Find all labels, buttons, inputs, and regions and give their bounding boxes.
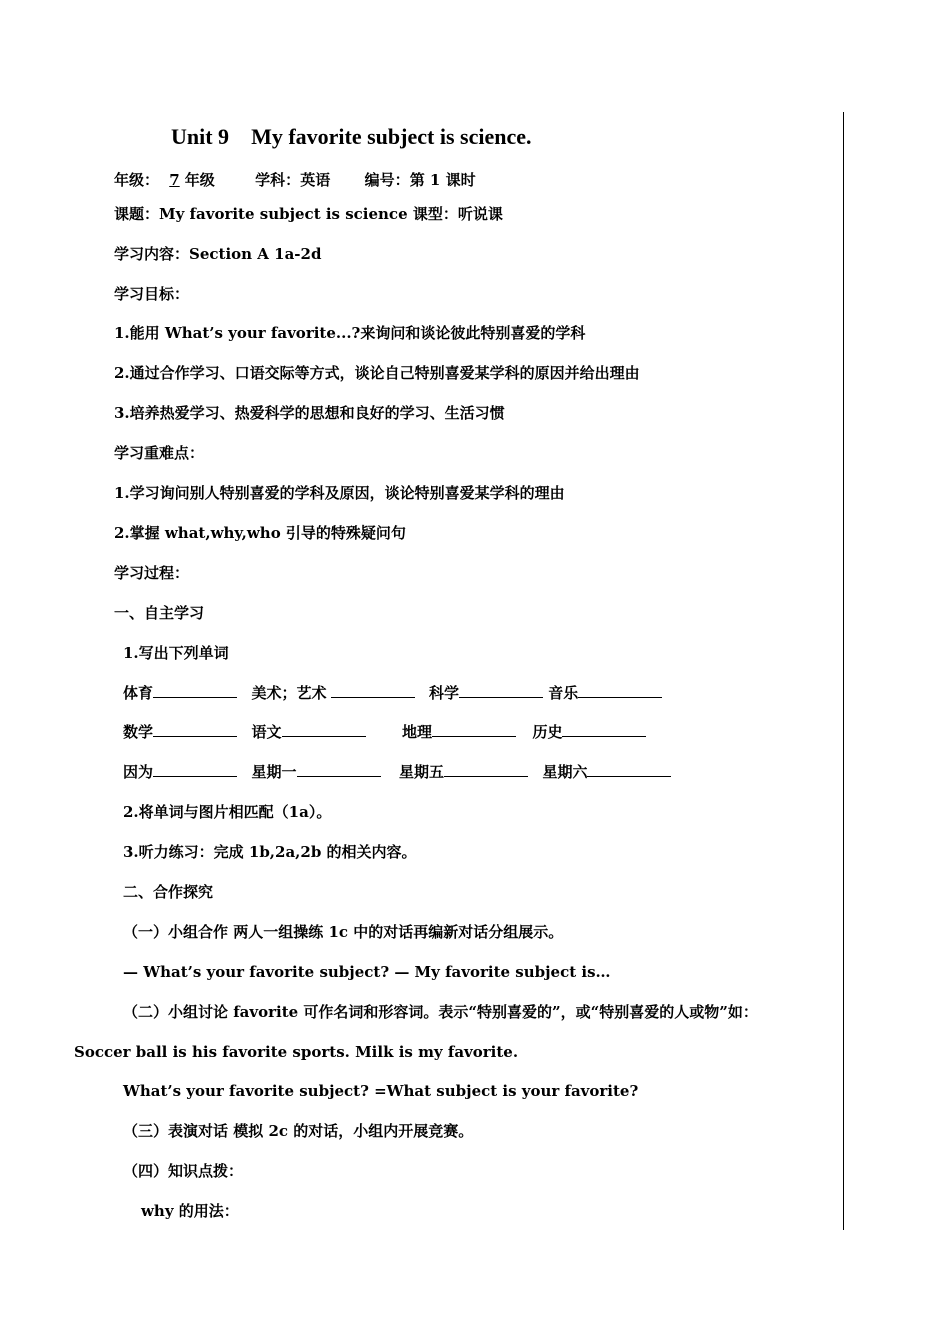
vocab-blank[interactable] (432, 722, 516, 737)
keypoints-heading: 学习重难点： (114, 444, 205, 462)
grade-suffix: 年级 (184, 171, 215, 189)
task3-line: 3.听力练习：完成 1b,2a,2b 的相关内容。 (123, 843, 417, 861)
group4-line: （四）知识点拨： (123, 1162, 244, 1180)
vocab-blank[interactable] (562, 722, 646, 737)
example1-line: Soccer ball is his favorite sports. Milk is my favorite. (74, 1043, 519, 1061)
vocab-blank[interactable] (444, 762, 528, 777)
keypoint-item: 1.学习询问别人特别喜爱的学科及原因，谈论特别喜爱某学科的理由 (114, 484, 565, 502)
vocab-word: 历史 (532, 723, 563, 741)
process-heading: 学习过程： (114, 564, 190, 582)
vocab-blank[interactable] (578, 683, 662, 698)
part2-heading: 二、合作探究 (123, 883, 214, 901)
vocab-word: 体育 (123, 684, 154, 702)
goal-item: 2.通过合作学习、口语交际等方式，谈论自己特别喜爱某学科的原因并给出理由 (114, 364, 640, 382)
vocab-row (123, 683, 662, 703)
right-margin-rule (843, 112, 844, 1230)
vocab-row (123, 722, 646, 742)
vocab-blank[interactable] (153, 683, 237, 698)
topic-line (114, 204, 503, 224)
vocab-word: 音乐 (548, 684, 579, 702)
topic-label: 课题： (114, 205, 160, 223)
topic-value: My favorite subject is science (159, 205, 408, 223)
vocab-blank[interactable] (587, 762, 671, 777)
type-label: 课型： (412, 205, 458, 223)
vocab-word: 语文 (251, 723, 282, 741)
part1-heading: 一、自主学习 (114, 604, 205, 622)
example2-line: What’s your favorite subject? =What subject is your favorite? (123, 1082, 639, 1100)
group3-line: （三）表演对话 模拟 2c 的对话，小组内开展竞赛。 (123, 1122, 474, 1140)
vocab-word: 数学 (123, 723, 154, 741)
subject-label: 学科： (255, 171, 301, 189)
vocab-word: 星期六 (542, 763, 588, 781)
number-value: 第 1 课时 (409, 171, 476, 189)
number-label: 编号： (364, 171, 410, 189)
vocab-blank[interactable] (331, 683, 415, 698)
vocab-blank[interactable] (282, 722, 366, 737)
goal-item: 3.培养热爱学习、热爱科学的思想和良好的学习、生活习惯 (114, 404, 505, 422)
goals-heading: 学习目标： (114, 285, 190, 303)
vocab-blank[interactable] (153, 722, 237, 737)
grade-value: 7 (169, 171, 180, 189)
vocab-word: 科学 (428, 684, 459, 702)
vocab-blank[interactable] (153, 762, 237, 777)
task2-line: 2.将单词与图片相匹配（1a）。 (123, 803, 332, 821)
group2-line: （二）小组讨论 favorite 可作名词和形容词。表示“特别喜爱的”，或“特别喜爱的人或物”如： (123, 1003, 758, 1021)
unit-title (171, 123, 531, 151)
vocab-row (123, 762, 671, 782)
meta-line (114, 170, 476, 190)
keypoint-item: 2.掌握 what,why,who 引导的特殊疑问句 (114, 524, 406, 542)
vocab-word: 星期五 (398, 763, 444, 781)
group1-line: （一）小组合作 两人一组操练 1c 中的对话再编新对话分组展示。 (123, 923, 564, 941)
why-usage-line: why 的用法： (141, 1202, 239, 1220)
vocab-blank[interactable] (297, 762, 381, 777)
unit-title-text: My favorite subject is science. (251, 124, 532, 149)
content-value: ：Section A 1a-2d (174, 245, 322, 263)
goal-item: 1.能用 What’s your favorite...?来询问和谈论彼此特别喜爱的学科 (114, 324, 586, 342)
vocab-blank[interactable] (459, 683, 543, 698)
vocab-word: 星期一 (251, 763, 297, 781)
content-label: 学习内容 (114, 245, 175, 263)
type-value: 听说课 (457, 205, 503, 223)
grade-label: 年级： (114, 171, 160, 189)
dialogue-line: — What’s your favorite subject? — My favorite subject is… (123, 963, 611, 981)
unit-number: Unit 9 (171, 124, 230, 149)
vocab-word: 美术；艺术 (251, 684, 327, 702)
vocab-word: 因为 (123, 763, 154, 781)
vocab-word: 地理 (401, 723, 432, 741)
subject-value: 英语 (300, 171, 331, 189)
task1-heading: 1.写出下列单词 (123, 644, 229, 662)
content-line (114, 244, 321, 264)
